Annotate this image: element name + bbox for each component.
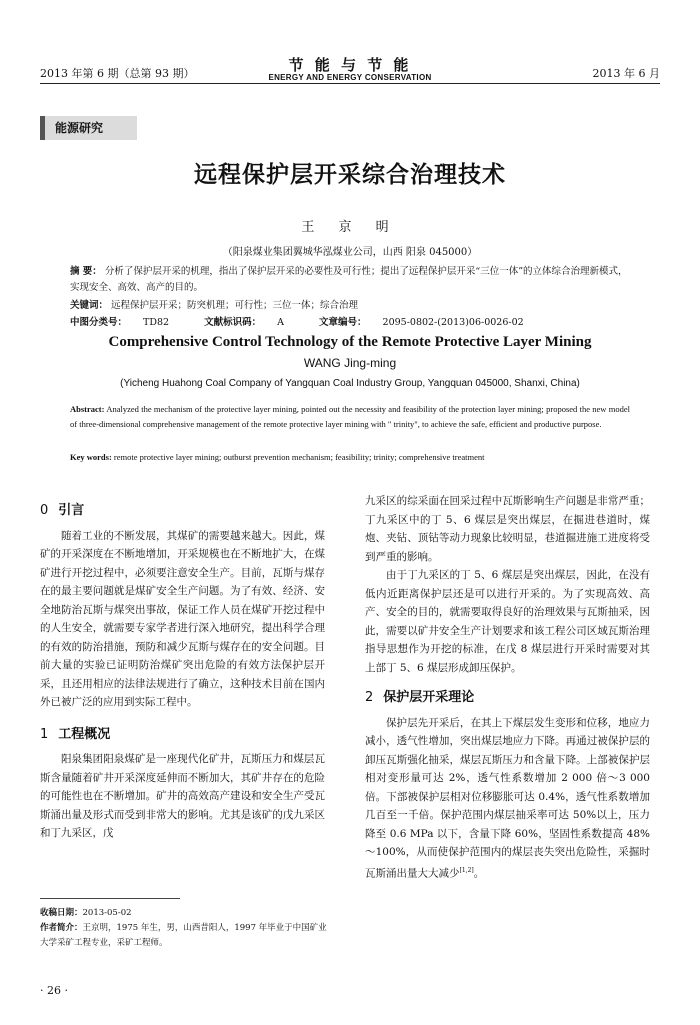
footnote-divider — [40, 898, 180, 899]
keywords-en-text: remote protective layer mining; outburst prevention mechanism; feasibility; trinity; comprehensive treatment — [113, 452, 485, 462]
abstract-cn-label: 摘 要： — [70, 266, 102, 277]
intro-paragraph: 随着工业的不断发展，其煤矿的需要越来越大。因此，煤矿的开采深度在不断地增加，开采规模也在不断地扩大，在煤矿进行开挖过程中，必须要注意安全生产。目前，瓦斯与煤存在的最主要问题就是煤矿安全生产问题。为了有效、经济、安全地防治瓦斯与煤突出事故，保证工作人员在煤矿开挖过程中的人生安全，就需要专家学者进行深入地研究，提出科学合理的有效的防治措施，预防和减少瓦斯与煤存在的安全问题。目前大量的实验已证明防治煤矿突出危险的有效方法保护层开采，且还用相应的法律法规进行了确立，这种技术目前在国内外已被广泛的应用到实际工程中。 — [40, 529, 325, 708]
abstract-en-text: Analyzed the mechanism of the protective layer mining, pointed out the necessity and feasibility of the protection layer mining; proposed the new model of three-dimensional comprehensive management of the remote protective layer mining with " trinity", to achieve the safe, efficient and productive purpose. — [70, 404, 631, 429]
keywords-en — [70, 452, 630, 462]
classification-line — [70, 314, 630, 328]
author-name-cn: 王 京 明 — [301, 220, 399, 235]
body-column-left — [40, 502, 325, 843]
section-heading-intro: 0 引言 — [40, 503, 85, 518]
abstract-cn — [70, 264, 630, 296]
overview-paragraph-1: 阳泉集团阳泉煤矿是一座现代化矿井，瓦斯压力和煤层瓦斯含量随着矿井开采深度延伸而不断加大，其矿井存在的危险的可能性也在不断增加。矿井的高效高产建设和安全生产受瓦斯涌出量及形式而受到非常大的影响。尤其是该矿的戊九采区和丁九采区，戊 — [40, 753, 325, 839]
keywords-en-label: Key words: — [70, 452, 112, 462]
clc-value: TD82 — [143, 317, 170, 328]
journal-title-en: ENERGY AND ENERGY CONSERVATION — [268, 73, 432, 82]
keywords-cn-label: 关键词： — [70, 300, 109, 311]
abstract-cn-text: 分析了保护层开采的机理，指出了保护层开采的必要性及可行性；提出了远程保护层开采“三位一体”的立体综合治理新模式，实现安全、高效、高产的目的。 — [70, 266, 628, 293]
citation-ref: [1,2] — [459, 866, 474, 874]
issue-info: 2013 年第 6 期（总第 93 期） — [40, 67, 195, 80]
paper-title-en: Comprehensive Control Technology of the Remote Protective Layer Mining — [108, 334, 592, 350]
journal-title-cn: 节 能 与 节 能 — [288, 56, 412, 74]
affiliation-cn: （阳泉煤业集团翼城华泓煤业公司，山西 阳泉 045000） — [222, 247, 478, 258]
doc-code-label: 文献标识码： — [204, 317, 262, 328]
article-no-label: 文章编号： — [319, 317, 367, 328]
abstract-en — [70, 402, 630, 432]
section-heading-overview: 1 工程概况 — [40, 726, 111, 742]
author-name-en: WANG Jing-ming — [303, 356, 397, 370]
footnote — [40, 906, 330, 951]
overview-paragraph-1-continued: 九采区的综采面在回采过程中瓦斯影响生产问题是非常严重；丁九采区中的丁 5、6 煤层是突出煤层，在掘进巷道时，煤炮、夹钻、顶钻等动力现象比较明显，巷道掘进施工进度将受到严重的影响。 — [365, 495, 650, 563]
abstract-en-label: Abstract: — [70, 404, 105, 414]
article-no-value: 2095-0802-(2013)06-0026-02 — [382, 317, 524, 328]
issue-date: 2013 年 6 月 — [592, 67, 660, 80]
clc-label: 中图分类号： — [70, 317, 128, 328]
overview-paragraph-2: 由于丁九采区的丁 5、6 煤层是突出煤层，因此，在没有低内近距离保护层还是可以进行开采的。为了实现高效、高产、安全的目的，就需要取得良好的治理效果与瓦斯抽采，因此，需要以矿井安全生产计划要求和该工程公司区域瓦斯治理指导思想作为开挖的标准，在戊 8 煤层进行开采时需要对其上部丁 5、6 煤层形成卸压保护。 — [365, 569, 650, 674]
affiliation-en: (Yicheng Huahong Coal Company of Yangquan Coal Industry Group, Yangquan 045000, Shanxi, China) — [120, 378, 580, 389]
body-column-right — [365, 492, 650, 883]
keywords-cn — [70, 297, 630, 311]
column-tag: 能源研究 — [40, 116, 137, 140]
page-number: · 26 · — [40, 984, 68, 997]
theory-paragraph: 保护层先开采后，在其上下煤层发生变形和位移，地应力减小，透气性增加，突出煤层地应力下降。再通过被保护层的卸压瓦斯强化抽采，煤层瓦斯压力和含量下降。上部被保护层相对变形量可达 2%，透气性系数增加 2 000 倍～3 000 倍。下部被保护层相对位移膨胀可达 0.4%，透气性系数增加几百至一千倍。保护范围内煤层抽采率可达 50%以上，压力降至 0.6 MPa 以下，含量下降 60%，坚固性系数提高 48%～100%，从而使保护范围内的煤层丧失突出危险性，采掘时瓦斯涌出量大大减少[1,2]。 — [365, 716, 650, 879]
keywords-cn-text: 远程保护层开采；防突机理；可行性；三位一体；综合治理 — [111, 300, 359, 311]
section-heading-theory: 2 保护层开采理论 — [365, 690, 475, 705]
header-divider — [40, 83, 660, 84]
received-date: 收稿日期：2013-05-02 — [40, 908, 132, 918]
paper-title-cn: 远程保护层开采综合治理技术 — [194, 162, 506, 188]
author-bio: 作者简介：王京明，1975 年生，男，山西昔阳人，1997 年毕业于中国矿业大学采矿工程专业，采矿工程师。 — [40, 923, 327, 948]
doc-code-value: A — [277, 317, 284, 328]
